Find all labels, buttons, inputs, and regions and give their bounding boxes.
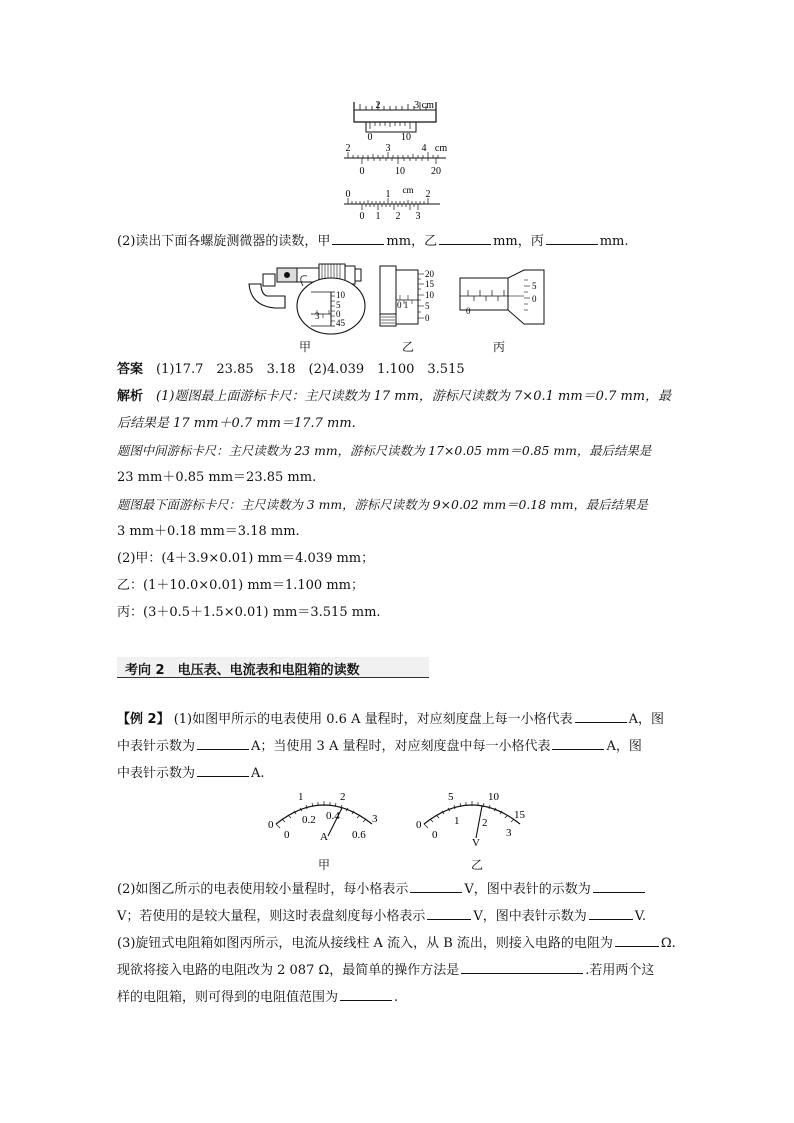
analysis-line: 3 mm＋0.18 mm＝3.18 mm. [117,524,300,539]
voltmeter-caption: 乙 [471,858,484,872]
analysis-line: (2)甲：(4＋3.9×0.01) mm＝4.039 mm； [117,551,375,566]
svg-text:0: 0 [336,309,341,319]
caliper-middle-vernier-label: 0 [359,166,365,177]
caliper-bottom-main-label: 1 [385,189,391,200]
caliper-top-main-label: 3 cm [414,100,434,111]
vernier-caliper-bottom [340,184,444,222]
caliper-top-vernier-label: 0 [367,132,373,142]
caliper-top-vernier-label: 10 [401,132,411,142]
example-line: 中表针示数为 A；当使用 3 A 量程时，对应刻度盘中每一小格代表 A，图 [117,735,679,757]
analysis-line: 题图中间游标卡尺：主尺读数为 23 mm，游标尺读数为 17×0.05 mm＝0.85 mm，最后结果是 [117,443,652,458]
svg-text:2: 2 [340,791,346,803]
svg-text:0: 0 [432,829,438,841]
q2-text: (2)读出下面各螺旋测微器的读数，甲 [117,234,331,249]
svg-text:0.6: 0.6 [352,829,366,841]
voltmeter-dial [410,786,534,850]
analysis-label: 解析 [117,389,144,404]
analysis-line: 乙：(1＋10.0×0.01) mm＝1.100 mm； [117,578,364,593]
micrometer-yi [378,264,442,330]
svg-text:3: 3 [372,813,378,825]
part2-line: V；若使用的是较大量程，则这时表盘刻度每小格表示 V，图中表针示数为 V. [117,905,679,927]
answer-blank[interactable] [332,230,384,245]
analysis-line: 题图最下面游标卡尺：主尺读数为 3 mm，游标尺读数为 9×0.02 mm＝0.18 mm，最后结果是 [117,497,648,512]
micrometer-yi-caption: 乙 [402,340,415,354]
answer-blank[interactable] [439,230,491,245]
svg-text:2: 2 [482,817,488,829]
svg-text:45: 45 [336,318,345,328]
caliper-middle-vernier-label: 20 [431,166,441,177]
answer-blank[interactable] [589,905,633,920]
svg-text:0.4: 0.4 [326,810,340,822]
micrometer-jia [245,256,377,336]
example-line: 中表针示数为 A. [117,762,679,784]
vernier-caliper-middle [338,142,458,178]
analysis-line: 23 mm＋0.85 mm＝23.85 mm. [117,470,317,485]
svg-text:3: 3 [315,311,320,321]
example-line: 【例 2】 (1)如图甲所示的电表使用 0.6 A 量程时，对应刻度盘上每一小格代表 A，图 [117,708,679,730]
svg-text:10: 10 [336,290,345,300]
svg-text:20: 20 [425,269,434,279]
caliper-bottom-unit: cm [402,185,414,195]
caliper-bottom-vernier-label: 1 [375,211,381,222]
svg-text:0: 0 [425,313,430,323]
answer-blank[interactable] [546,230,598,245]
svg-text:0: 0 [532,294,537,304]
caliper-bottom-vernier-label: 2 [395,211,401,222]
analysis-line: 丙：(3＋0.5＋1.5×0.01) mm＝3.515 mm. [117,605,381,620]
svg-text:5: 5 [448,791,454,803]
example-label: 【例 2】 [117,712,170,727]
answer-blank[interactable] [552,735,604,750]
answer-blank[interactable] [593,878,645,893]
svg-text:A: A [320,831,328,843]
analysis-line: 后结果是 17 mm＋0.7 mm＝17.7 mm. [117,416,356,431]
svg-text:10: 10 [425,290,434,300]
svg-text:15: 15 [514,809,525,821]
part3-line: 现欲将接入电路的电阻改为 2 087 Ω，最简单的操作方法是 .若用两个这 [117,959,679,981]
answer-line [117,360,679,380]
part3-line: 样的电阻箱，则可得到的电阻值范围为 . [117,986,679,1008]
svg-text:0.2: 0.2 [302,814,316,826]
svg-text:10: 10 [488,791,499,803]
svg-text:0 1: 0 1 [397,300,409,310]
svg-text:5: 5 [336,300,341,310]
answer-blank[interactable] [427,905,471,920]
micrometer-jia-caption: 甲 [299,340,312,354]
caliper-bottom-main-label: 2 [425,189,431,200]
section-heading [117,657,429,679]
analysis-line: 解析 (1)题图最上面游标卡尺：主尺读数为 17 mm，游标尺读数为 7×0.1 mm＝0.7 mm，最 [117,389,672,404]
answer-text: (1)17.7 23.85 3.18 (2)4.039 1.100 3.515 [156,362,465,377]
section-title: 考向 2 电压表、电流表和电阻箱的读数 [125,663,360,678]
answer-blank[interactable] [340,986,392,1001]
caliper-top-main-label: 2 [375,100,381,111]
svg-text:V: V [472,837,480,849]
svg-text:3: 3 [506,827,512,839]
svg-text:1: 1 [454,815,460,827]
micrometer-bing [458,268,550,328]
answer-blank[interactable] [615,932,659,947]
vernier-caliper-top [340,96,450,142]
svg-text:5: 5 [425,301,430,311]
caliper-middle-main-label: 4 [421,143,427,154]
micrometer-bing-caption: 丙 [493,340,506,354]
part3-line: (3)旋钮式电阻箱如图丙所示，电流从接线柱 A 流入，从 B 流出，则接入电路的电阻为 Ω. [117,932,679,954]
question-2-line: (2)读出下面各螺旋测微器的读数，甲 mm，乙 mm，丙 mm. [117,230,679,252]
answer-blank[interactable] [461,959,583,974]
caliper-middle-main-label: 3 [385,143,391,154]
answer-blank[interactable] [575,708,627,723]
ammeter-caption: 甲 [318,858,331,872]
answer-label: 答案 [117,362,144,377]
caliper-middle-main-label: 2 [345,143,351,154]
part2-line: (2)如图乙所示的电表使用较小量程时，每小格表示 V，图中表针的示数为 [117,878,679,900]
caliper-bottom-vernier-label: 3 [415,211,421,222]
svg-text:0: 0 [416,819,422,831]
svg-text:0: 0 [284,829,290,841]
answer-blank[interactable] [410,878,462,893]
ammeter-dial [262,786,386,850]
answer-blank[interactable] [197,762,249,777]
caliper-bottom-main-label: 0 [345,189,351,200]
answer-blank[interactable] [197,735,249,750]
svg-text:1: 1 [298,791,304,803]
caliper-bottom-vernier-label: 0 [359,211,365,222]
svg-text:5: 5 [532,281,537,291]
svg-text:15: 15 [425,279,434,289]
caliper-middle-unit: cm [434,143,448,154]
svg-text:0: 0 [268,819,274,831]
svg-text:0: 0 [466,306,471,316]
caliper-middle-vernier-label: 10 [395,166,405,177]
